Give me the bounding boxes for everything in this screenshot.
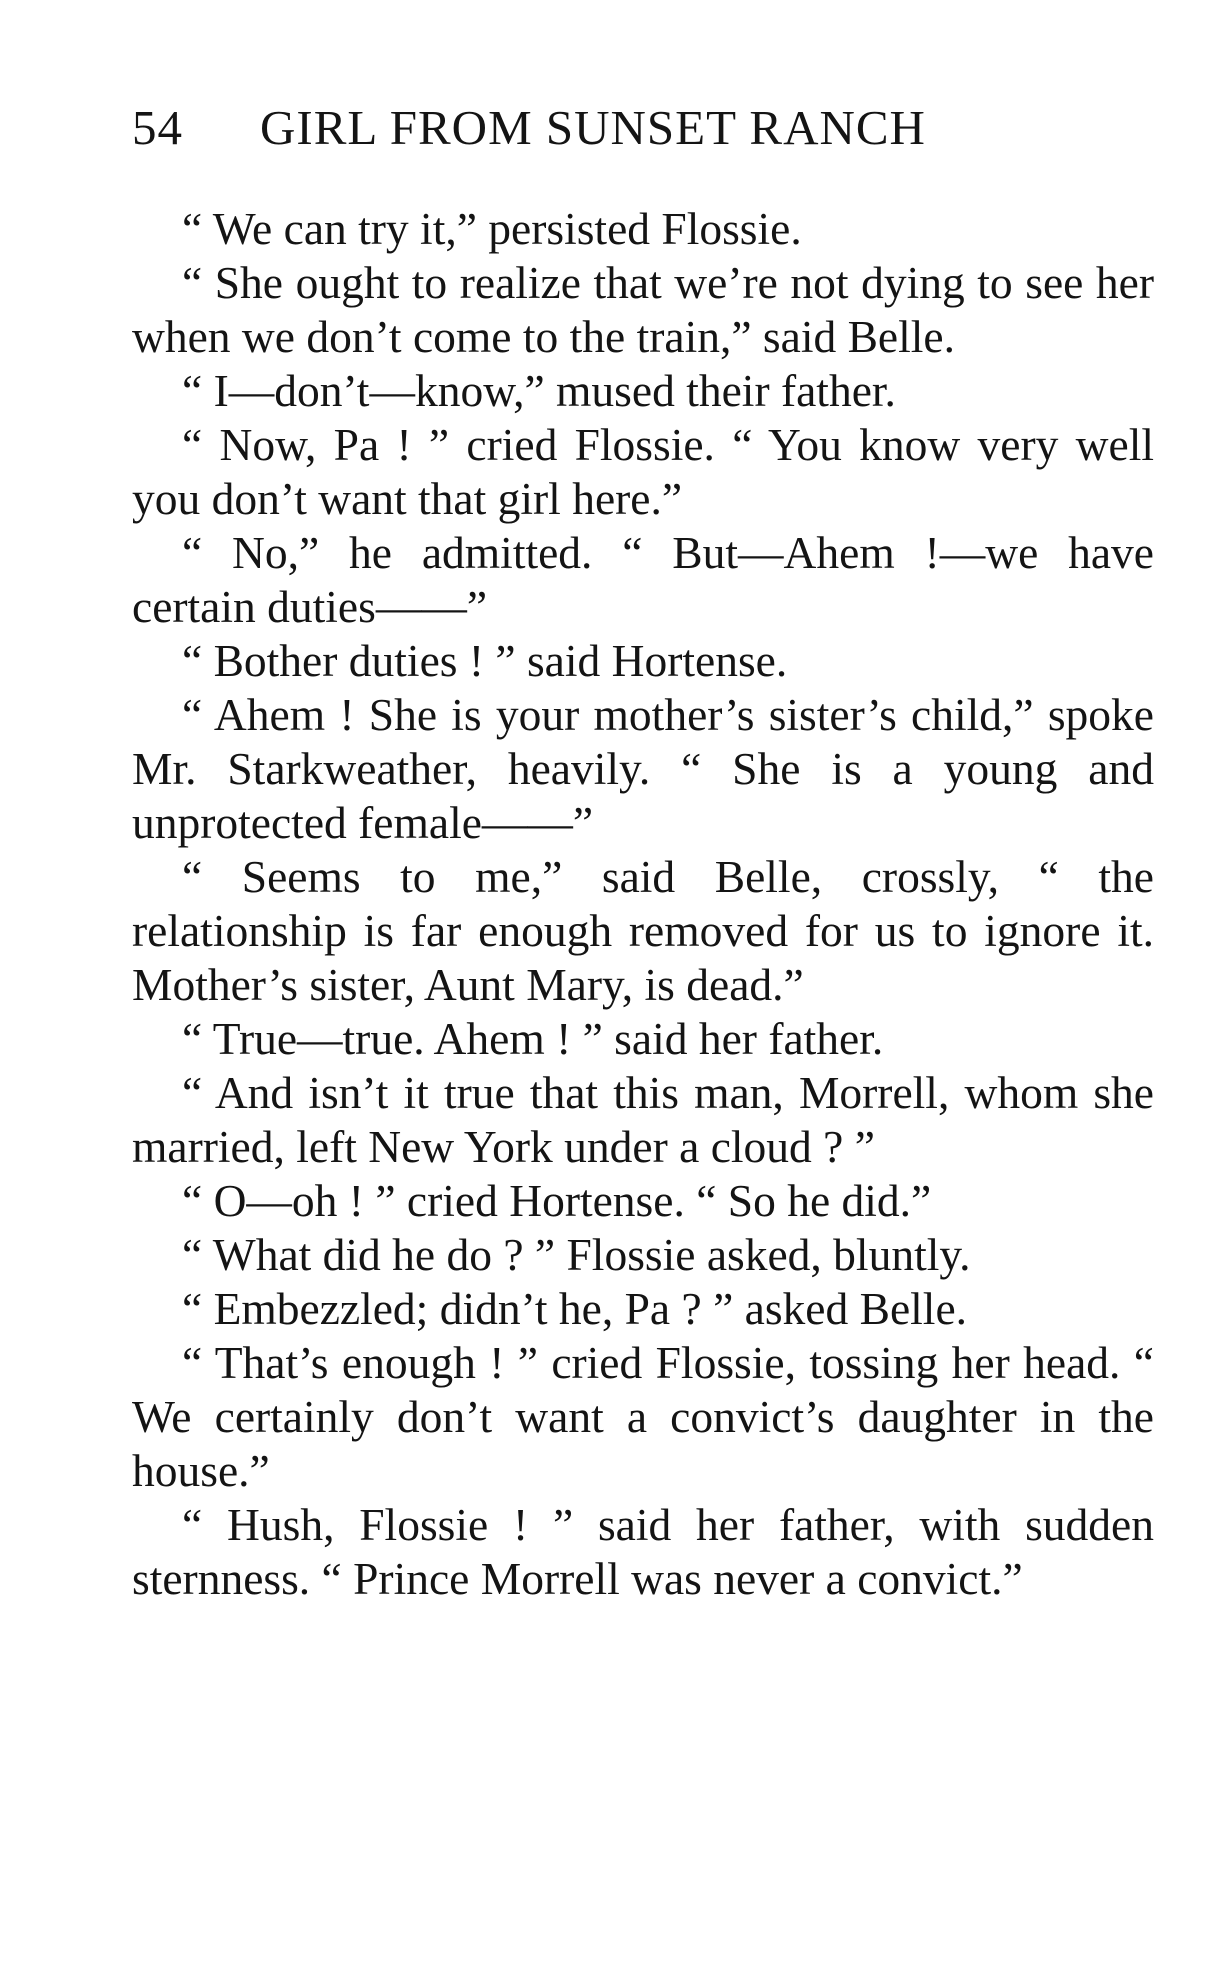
paragraph-11: “ O—oh ! ” cried Hortense. “ So he did.” — [182, 1175, 932, 1226]
paragraph-4: “ Now, Pa ! ” cried Flossie. “ You know very well you don’t want that girl here.” — [132, 419, 1154, 524]
paragraph-5: “ No,” he admitted. “ But—Ahem !—we have certain duties——” — [132, 527, 1154, 632]
paragraph-9: “ True—true. Ahem ! ” said her father. — [182, 1013, 884, 1064]
paragraph-1: “ We can try it,” persisted Flossie. — [182, 203, 802, 254]
paragraph-3: “ I—don’t—know,” mused their father. — [182, 365, 896, 416]
page-number: 54 — [132, 100, 183, 155]
paragraph-6: “ Bother duties ! ” said Hortense. — [182, 635, 788, 686]
running-title: GIRL FROM SUNSET RANCH — [260, 100, 926, 155]
page-header — [132, 98, 1132, 158]
paragraph-10: “ And isn’t it true that this man, Morrell, whom she married, left New York under a cloud ? ” — [132, 1067, 1154, 1172]
paragraph-13: “ Embezzled; didn’t he, Pa ? ” asked Belle. — [182, 1283, 968, 1334]
paragraph-14: “ That’s enough ! ” cried Flossie, tossing her head. “ We certainly don’t want a convict’s daughter in the house.” — [132, 1337, 1154, 1496]
paragraph-8: “ Seems to me,” said Belle, crossly, “ the relationship is far enough removed for us to ignore it. Mother’s sister, Aunt Mary, is dead.” — [132, 851, 1154, 1010]
paragraph-2: “ She ought to realize that we’re not dying to see her when we don’t come to the train,” said Belle. — [132, 257, 1154, 362]
body-text — [132, 202, 1154, 1606]
paragraph-15: “ Hush, Flossie ! ” said her father, with sudden sternness. “ Prince Morrell was never a convict.” — [132, 1499, 1154, 1604]
paragraph-7: “ Ahem ! She is your mother’s sister’s child,” spoke Mr. Starkweather, heavily. “ She is a young and unprotected female——” — [132, 689, 1154, 848]
paragraph-12: “ What did he do ? ” Flossie asked, bluntly. — [182, 1229, 971, 1280]
